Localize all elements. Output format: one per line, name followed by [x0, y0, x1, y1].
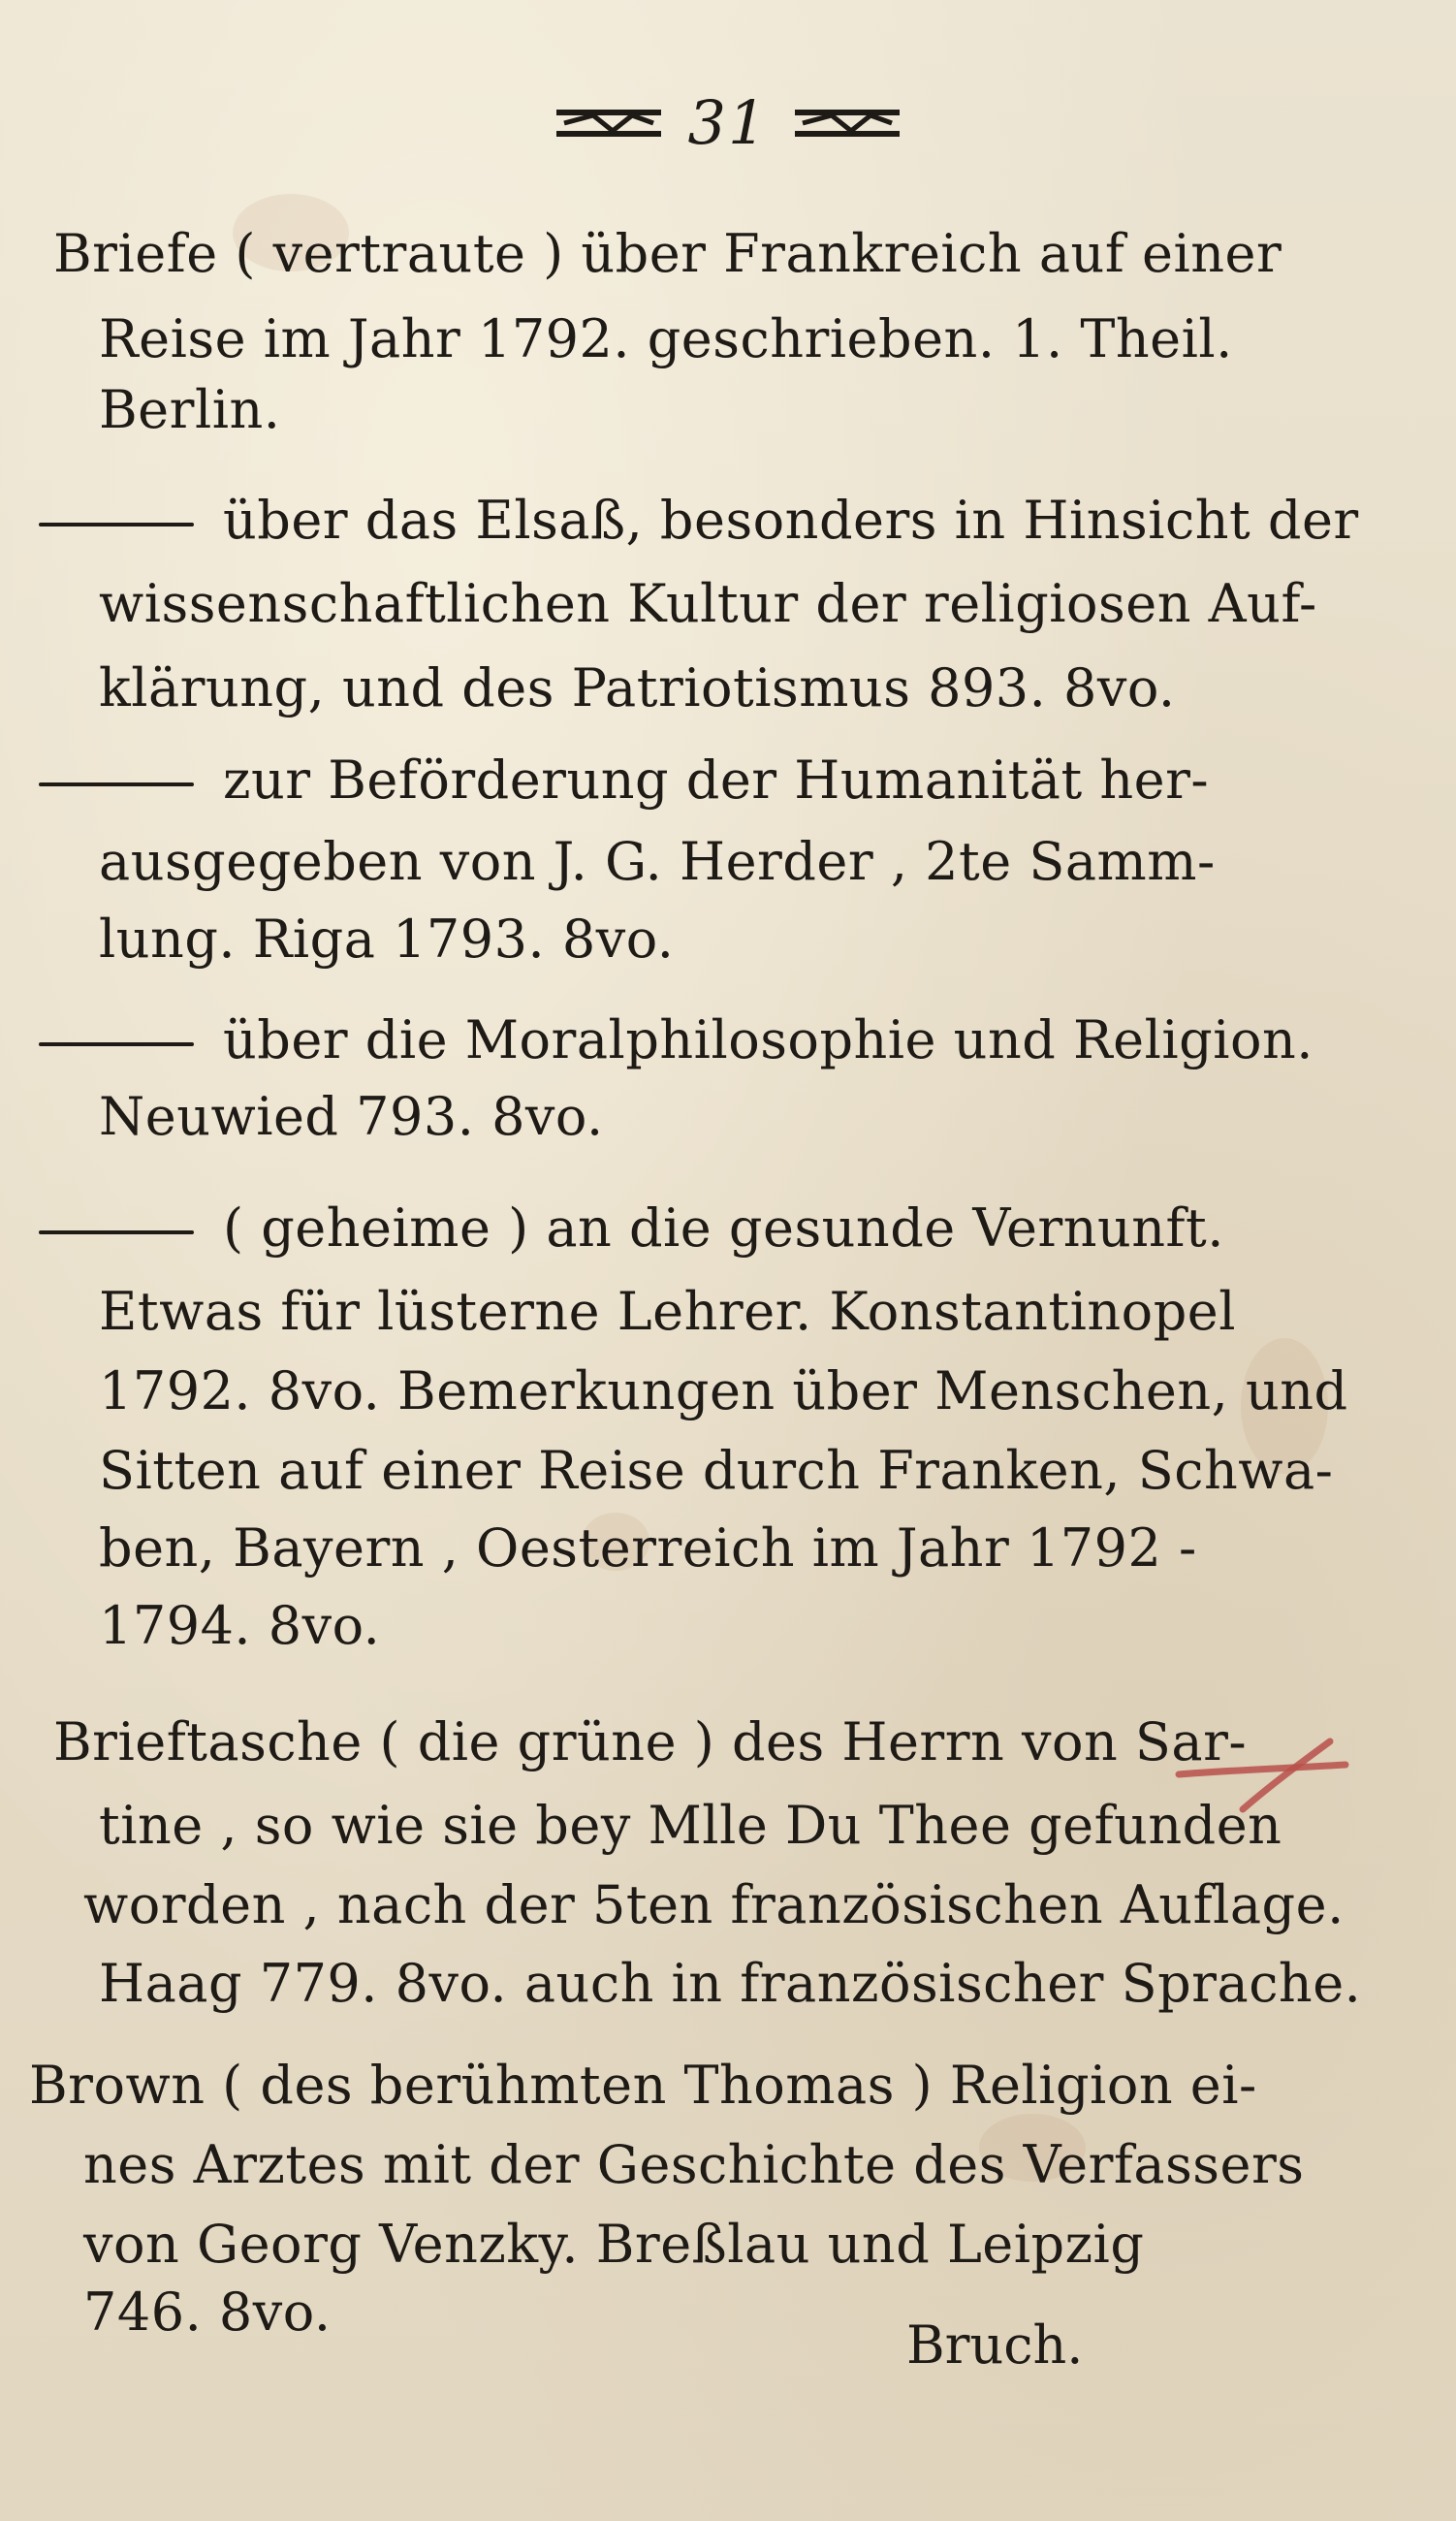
- page-header: [0, 89, 1456, 157]
- entry-line: Briefe ( vertraute ) über Frankreich auf einer: [53, 223, 1282, 284]
- entry-line: 1794. 8vo.: [99, 1595, 381, 1656]
- entry-line: wissenschaftlichen Kultur der religiosen Auf-: [99, 573, 1317, 634]
- entry-line-with-dash: [39, 490, 1359, 551]
- entry-line: 746. 8vo.: [83, 2282, 332, 2343]
- entry-line: klärung, und des Patriotismus 893. 8vo.: [99, 657, 1176, 718]
- ditto-dash: [39, 523, 194, 527]
- ditto-dash: [39, 782, 194, 786]
- right-ornament-icon: [793, 104, 902, 143]
- entry-line: tine , so wie sie bey Mlle Du Thee gefunden: [99, 1795, 1282, 1856]
- page-number: 31: [687, 87, 769, 158]
- entry-line-text: ( geheime ) an die gesunde Vernunft.: [223, 1197, 1224, 1259]
- entry-line: 1792. 8vo. Bemerkungen über Menschen, und: [99, 1360, 1348, 1421]
- entry-line: Neuwied 793. 8vo.: [99, 1086, 604, 1147]
- entry-line: lung. Riga 1793. 8vo.: [99, 909, 675, 970]
- catchword: Bruch.: [906, 2314, 1084, 2376]
- entry-line: Sitten auf einer Reise durch Franken, Schwa-: [99, 1440, 1334, 1501]
- entry-line: Berlin.: [99, 379, 281, 440]
- entry-line: Brieftasche ( die grüne ) des Herrn von Sar-: [53, 1711, 1248, 1772]
- red-cross-mark-icon: [1175, 1736, 1349, 1823]
- ditto-dash: [39, 1042, 194, 1046]
- entry-line-text: über die Moralphilosophie und Religion.: [223, 1009, 1314, 1070]
- entry-line-with-dash: [39, 1009, 1314, 1070]
- entry-line: nes Arztes mit der Geschichte des Verfassers: [83, 2134, 1305, 2195]
- entry-line-text: zur Beförderung der Humanität her-: [223, 750, 1210, 811]
- entry-line-with-dash: [39, 1197, 1224, 1259]
- entry-line-text: über das Elsaß, besonders in Hinsicht der: [223, 490, 1359, 551]
- entry-line: von Georg Venzky. Breßlau und Leipzig: [83, 2214, 1145, 2275]
- entry-line: worden , nach der 5ten französischen Auflage.: [83, 1874, 1345, 1935]
- entry-line: Etwas für lüsterne Lehrer. Konstantinopel: [99, 1281, 1236, 1342]
- entry-line: ausgegeben von J. G. Herder , 2te Samm-: [99, 831, 1216, 892]
- left-ornament-icon: [554, 104, 663, 143]
- ditto-dash: [39, 1230, 194, 1234]
- entry-line-with-dash: [39, 750, 1210, 811]
- entry-line: ben, Bayern , Oesterreich im Jahr 1792 -: [99, 1517, 1197, 1579]
- entry-line: Reise im Jahr 1792. geschrieben. 1. Theil.: [99, 308, 1233, 369]
- entry-line: Haag 779. 8vo. auch in französischer Sprache.: [99, 1953, 1362, 2014]
- entry-line: Brown ( des berühmten Thomas ) Religion ei-: [29, 2055, 1257, 2116]
